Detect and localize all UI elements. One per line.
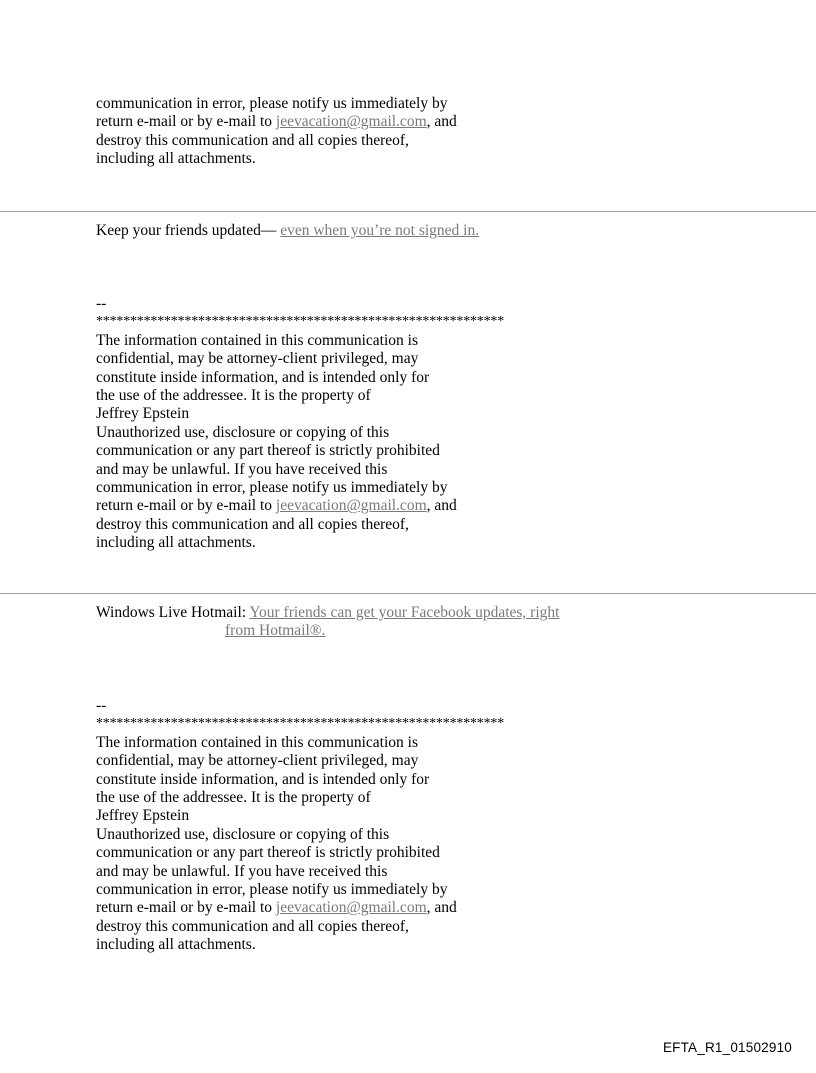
email-link[interactable]: jeevacation@gmail.com [275, 899, 427, 917]
signature-dashes: -- [96, 697, 107, 714]
text-line: communication or any part thereof is strictly prohibited [96, 844, 440, 862]
text-line: destroy this communication and all copies thereof, [96, 131, 409, 149]
document-id: EFTA_R1_01502910 [662, 1040, 792, 1055]
text-line: communication in error, please notify us immediately by [96, 881, 448, 899]
text-line: communication in error, please notify us immediately by [96, 479, 448, 497]
promo-link[interactable]: Your friends can get your Facebook updates, right [249, 604, 560, 621]
text-line [96, 497, 504, 515]
text-line: the use of the addressee. It is the property of [96, 387, 371, 405]
text-segment: return e-mail or by e-mail to [96, 899, 276, 917]
text-line: constitute inside information, and is intended only for [96, 368, 430, 386]
signature-dashes: -- [96, 295, 107, 312]
text-line: and may be unlawful. If you have received this [96, 862, 388, 880]
text-line: the use of the addressee. It is the property of [96, 789, 371, 807]
horizontal-rule [0, 593, 816, 594]
text-line [96, 622, 559, 640]
promo-keep-friends-updated [96, 222, 479, 240]
text-line: Unauthorized use, disclosure or copying of this [96, 825, 390, 843]
text-line [96, 222, 479, 240]
promo-windows-live-hotmail [96, 604, 559, 641]
text-line: constitute inside information, and is intended only for [96, 770, 430, 788]
email-link[interactable]: jeevacation@gmail.com [275, 497, 427, 515]
signature-disclaimer-1 [96, 295, 504, 553]
text-line: Unauthorized use, disclosure or copying of this [96, 423, 390, 441]
signature-disclaimer-2 [96, 697, 504, 955]
email-link[interactable]: jeevacation@gmail.com [275, 113, 427, 131]
text-line: and may be unlawful. If you have received this [96, 460, 388, 478]
text-segment: , and [426, 497, 457, 515]
signature-stars: ************************************************************ [96, 314, 505, 330]
text-line: confidential, may be attorney-client privileged, may [96, 752, 419, 770]
text-line: including all attachments. [96, 534, 256, 552]
text-line: including all attachments. [96, 150, 256, 168]
text-line: Jeffrey Epstein [96, 405, 190, 423]
text-line: communication or any part thereof is strictly prohibited [96, 442, 440, 460]
promo-label: Windows Live Hotmail: [96, 604, 250, 621]
text-line: The information contained in this communication is [96, 733, 418, 751]
text-segment: , and [426, 899, 457, 917]
text-segment: , and [426, 113, 457, 131]
text-line: including all attachments. [96, 936, 256, 954]
text-segment: return e-mail or by e-mail to [96, 497, 276, 515]
signature-stars: ************************************************************ [96, 716, 505, 732]
text-line [96, 899, 504, 917]
text-line: confidential, may be attorney-client privileged, may [96, 350, 419, 368]
text-line: destroy this communication and all copies thereof, [96, 515, 409, 533]
promo-link-continued[interactable]: from Hotmail®. [225, 622, 326, 640]
horizontal-rule [0, 211, 816, 212]
text-line [96, 113, 457, 131]
promo-text: Keep your friends updated— [96, 222, 281, 239]
text-line: Jeffrey Epstein [96, 807, 190, 825]
text-line: destroy this communication and all copies thereof, [96, 917, 409, 935]
text-segment: return e-mail or by e-mail to [96, 113, 276, 131]
disclaimer-tail [96, 95, 457, 169]
text-line [96, 604, 559, 622]
text-line: The information contained in this communication is [96, 331, 418, 349]
text-line: communication in error, please notify us immediately by [96, 95, 448, 112]
promo-link[interactable]: even when you’re not signed in. [280, 222, 480, 239]
